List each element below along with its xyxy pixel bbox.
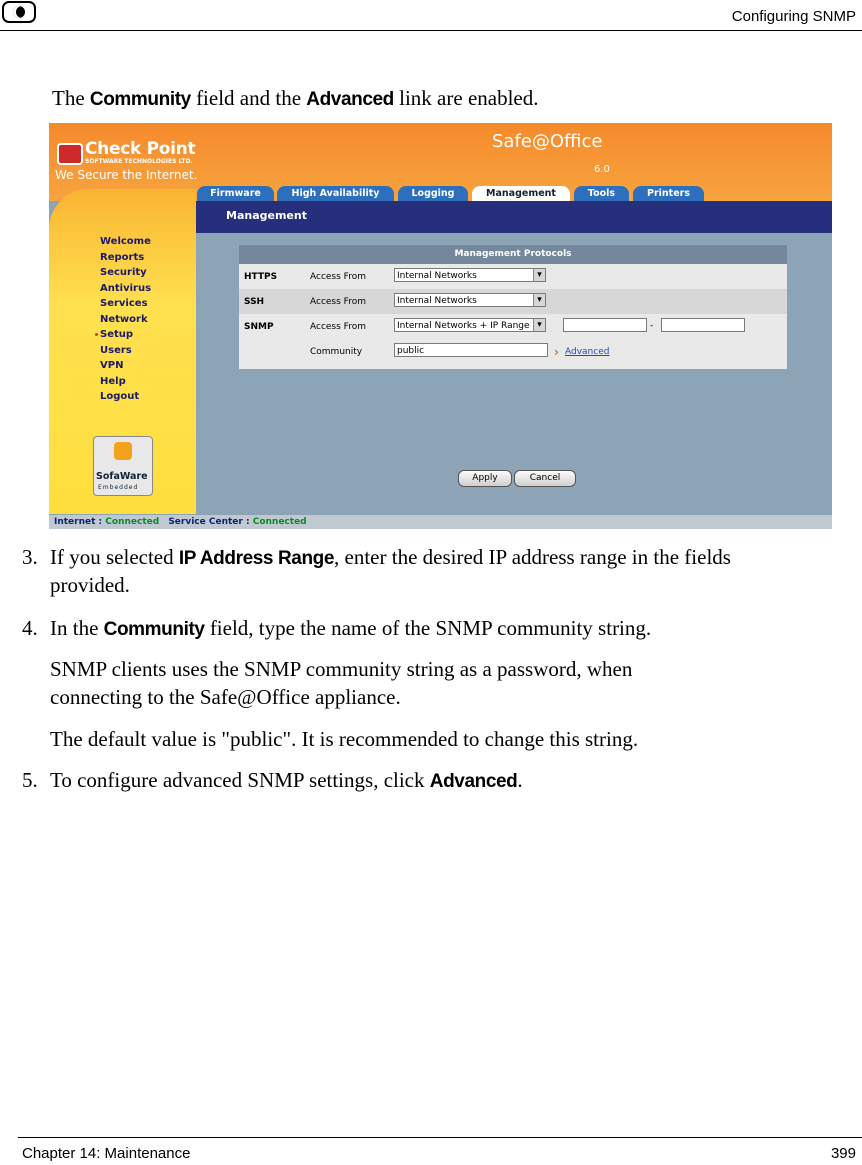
step-3-number: 3. [22, 545, 38, 569]
advanced-link[interactable]: › Advanced [565, 347, 609, 357]
note-1-line1: SNMP clients uses the SNMP community string as a password, when [50, 657, 633, 681]
table-row-community [239, 339, 787, 366]
community-input[interactable]: public [394, 343, 548, 357]
step-5-number: 5. [22, 768, 38, 792]
table-row-https [239, 264, 787, 289]
header-logo-icon [2, 1, 36, 23]
table-header: Management Protocols [239, 245, 787, 264]
https-access-select[interactable]: Internal Networks ▾ [394, 268, 546, 282]
protocol-label: HTTPS [244, 272, 278, 282]
protocol-label: SNMP [244, 322, 274, 332]
note-1-line2: connecting to the Safe@Office appliance. [50, 685, 401, 709]
sidebar-item-antivirus[interactable]: Antivirus [100, 282, 152, 294]
access-from-label: Access From [310, 322, 366, 332]
footer-chapter: Chapter 14: Maintenance [22, 1145, 191, 1162]
tab-tools[interactable]: Tools [574, 186, 629, 201]
sidebar-item-logout[interactable]: Logout [100, 391, 140, 402]
tab-firmware[interactable]: Firmware [197, 186, 274, 201]
tab-logging[interactable]: Logging [398, 186, 468, 201]
footer-divider [18, 1137, 862, 1138]
product-name: Safe@Office [492, 131, 603, 152]
tab-printers[interactable]: Printers [633, 186, 704, 201]
step-3-text-line2: provided. [50, 573, 130, 597]
step-5-text: To configure advanced SNMP settings, click Advanced. [50, 768, 523, 792]
sidebar-item-welcome[interactable]: Welcome [100, 236, 151, 247]
header-divider [0, 30, 862, 31]
sofaware-mascot-icon [114, 442, 132, 460]
table-row-snmp [239, 314, 787, 339]
table-row-ssh [239, 289, 787, 314]
ssh-access-select[interactable]: Internal Networks ▾ [394, 293, 546, 307]
apply-button[interactable]: Apply [458, 470, 512, 487]
cancel-button[interactable]: Cancel [514, 470, 576, 487]
snmp-access-select[interactable]: Internal Networks + IP Range ▾ [394, 318, 546, 332]
ip-range-start-input[interactable] [563, 318, 647, 332]
management-protocols-table [239, 245, 787, 369]
sofaware-subtitle: Embedded [98, 484, 139, 491]
internet-status-label: Internet : [54, 517, 103, 527]
status-bar [49, 515, 832, 529]
brand-subtitle: SOFTWARE TECHNOLOGIES LTD. [85, 158, 193, 165]
sidebar-item-security[interactable]: Security [100, 267, 147, 278]
step-3-text: If you selected IP Address Range, enter the desired IP address range in the fields [50, 545, 731, 569]
community-label: Community [310, 347, 363, 357]
checkpoint-logo-icon [57, 143, 83, 165]
section-title-bar [196, 201, 832, 233]
safe-office-screenshot [49, 123, 832, 529]
product-version: 6.0 [594, 164, 610, 175]
sidebar-item-help[interactable]: Help [100, 375, 126, 387]
sofaware-brand: SofaWare [96, 471, 148, 482]
page-header-title: Configuring SNMP [731, 8, 856, 25]
internet-status-value: Connected [105, 517, 160, 527]
ip-range-end-input[interactable] [661, 318, 745, 332]
brand-name: Check Point [85, 139, 196, 159]
tab-management[interactable]: Management [472, 186, 570, 201]
access-from-label: Access From [310, 297, 366, 307]
tab-high-availability[interactable]: High Availability [277, 186, 394, 201]
protocol-label: SSH [244, 297, 265, 307]
step-4-text: In the Community field, type the name of the SNMP community string. [50, 616, 652, 640]
footer-page-number: 399 [830, 1145, 856, 1162]
service-center-status-label: Service Center : [168, 517, 250, 527]
service-center-status-value: Connected [252, 517, 307, 527]
sofaware-logo [93, 436, 153, 496]
sidebar-item-setup[interactable]: Setup [100, 327, 151, 343]
range-separator: - [650, 321, 654, 331]
section-title: Management [226, 209, 307, 222]
sidebar-nav [100, 234, 151, 405]
sidebar-item-network[interactable]: Network [100, 313, 148, 325]
sidebar-item-users[interactable]: Users [100, 344, 132, 356]
sidebar-item-services[interactable]: Services [100, 298, 148, 309]
sidebar-item-reports[interactable]: Reports [100, 251, 145, 263]
step-4-number: 4. [22, 616, 38, 640]
brand-tagline: We Secure the Internet. [55, 168, 198, 182]
access-from-label: Access From [310, 272, 366, 282]
intro-paragraph: The Community field and the Advanced link are enabled. [52, 86, 539, 110]
note-2: The default value is "public". It is recommended to change this string. [50, 727, 639, 751]
sidebar-item-vpn[interactable]: VPN [100, 360, 124, 371]
